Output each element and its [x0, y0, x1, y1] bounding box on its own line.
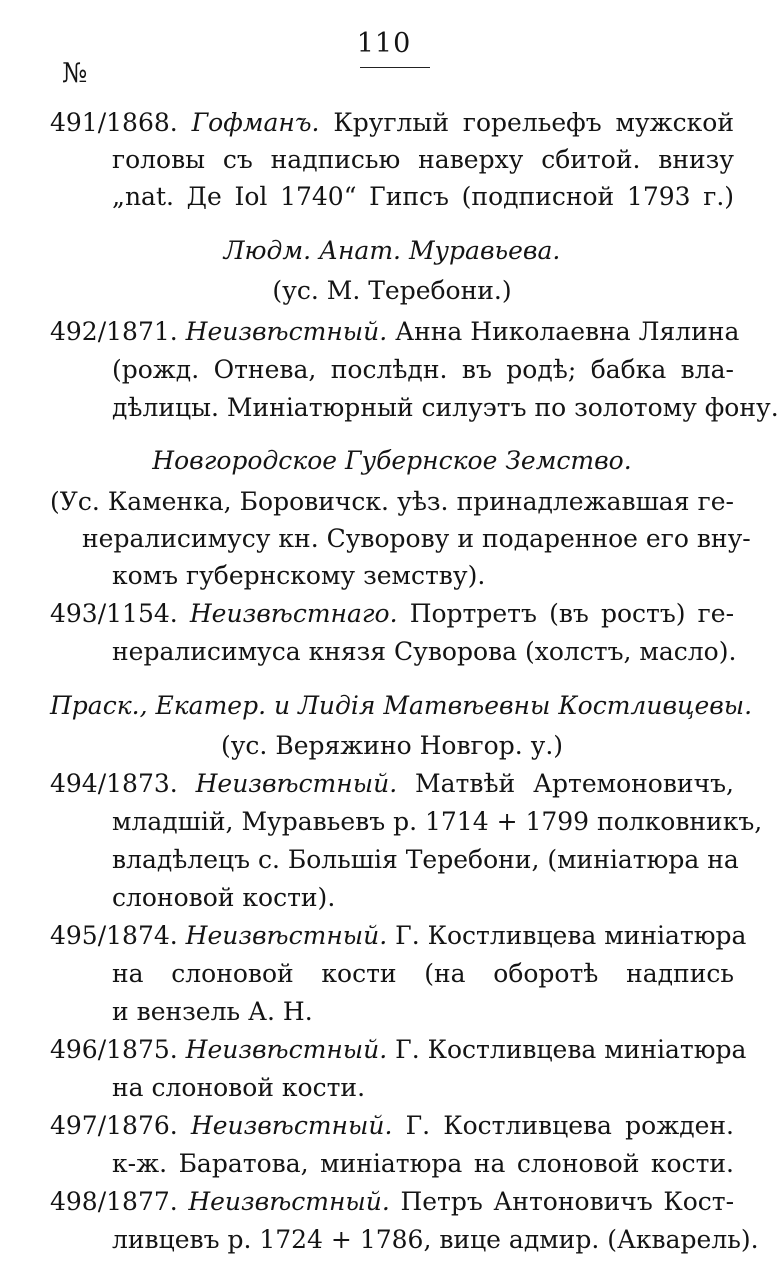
word: горельефъ	[462, 108, 602, 137]
word: +	[330, 1225, 352, 1254]
entry-number: 492/1871.	[50, 317, 178, 346]
word: бабка	[590, 355, 667, 384]
word: князя	[308, 637, 387, 666]
word: вензель	[136, 997, 241, 1026]
word: надпись	[626, 959, 734, 988]
word: кн.	[278, 524, 319, 553]
word: Веряжино	[275, 731, 412, 760]
artist-name: Неизвѣстный.	[188, 1187, 390, 1216]
text-line	[112, 178, 734, 216]
word: Антоновичъ	[493, 1187, 653, 1216]
word: земству).	[363, 561, 486, 590]
text-line	[50, 727, 734, 765]
word: р.	[393, 807, 418, 836]
section-heading	[50, 442, 734, 480]
word: Лидія	[298, 691, 376, 720]
text-line	[82, 520, 751, 558]
word: по	[534, 393, 567, 422]
artist-name: Неизвѣстнаго.	[189, 599, 398, 628]
word: +	[496, 807, 518, 836]
word: вла-	[680, 355, 734, 384]
section-heading	[50, 687, 753, 725]
text-line	[112, 803, 763, 841]
text-line	[50, 1183, 734, 1221]
word: губернскому	[185, 561, 356, 590]
page-number-rule	[360, 67, 430, 68]
word: к-ж.	[112, 1149, 168, 1178]
word: съ	[222, 145, 253, 174]
word: Муравьевъ	[241, 807, 386, 836]
text-line	[50, 1031, 747, 1069]
word: младшій,	[112, 807, 234, 836]
word: с.	[257, 845, 280, 874]
word: на	[112, 1073, 144, 1102]
word: (на	[424, 959, 466, 988]
word: Муравьева.	[408, 236, 561, 265]
word: Н.	[282, 997, 313, 1026]
word: Суворову	[326, 524, 450, 553]
word: 1724	[259, 1225, 323, 1254]
word: оборотѣ	[493, 959, 599, 988]
section-heading	[50, 232, 734, 270]
word: на	[707, 845, 739, 874]
word: нералисимусу	[82, 524, 271, 553]
word: мужской	[615, 108, 734, 137]
word: ге-	[697, 487, 734, 516]
word: Людм.	[223, 236, 312, 265]
text-line	[50, 765, 734, 803]
word: уѣз.	[397, 487, 449, 516]
word: наверху	[418, 145, 524, 174]
word: Баратова,	[178, 1149, 309, 1178]
word: на	[473, 1149, 506, 1178]
text-line	[112, 841, 739, 879]
word: Земство.	[505, 446, 632, 475]
word: Анат.	[319, 236, 401, 265]
text-line	[50, 313, 740, 351]
word: адмир.	[508, 1225, 600, 1254]
word: 1799	[525, 807, 590, 836]
word: Де	[186, 182, 222, 211]
word: послѣдн.	[330, 355, 448, 384]
text-line	[50, 917, 747, 955]
word: „nat.	[112, 182, 174, 211]
word: и	[112, 997, 129, 1026]
artist-name: Неизвѣстный.	[195, 769, 398, 798]
word: надписью	[270, 145, 401, 174]
word: Губернское	[345, 446, 498, 475]
word: принадлежавшая	[456, 487, 690, 516]
word: дѣлицы.	[112, 393, 219, 422]
word: ростъ)	[600, 599, 686, 628]
word: вну-	[696, 524, 751, 553]
word: (Ус.	[50, 487, 100, 516]
word: головы	[112, 145, 206, 174]
word: комъ	[112, 561, 179, 590]
word: (миніатюра	[547, 845, 700, 874]
word: Круглый	[333, 108, 449, 137]
word: Костливцева	[427, 1035, 597, 1064]
word: (въ	[549, 599, 589, 628]
text-line	[50, 483, 734, 521]
word: Праск.,	[50, 691, 148, 720]
word: кости.	[281, 1073, 366, 1102]
word: 1786,	[359, 1225, 432, 1254]
word: внизу	[658, 145, 735, 174]
word: въ	[461, 355, 492, 384]
word: Г.	[405, 1111, 431, 1140]
word: золотому	[574, 393, 697, 422]
word: Матвѣй	[415, 769, 516, 798]
number-sign: №	[62, 58, 88, 89]
word: Теребони,	[405, 845, 540, 874]
word: вице	[439, 1225, 501, 1254]
word: ливцевъ	[112, 1225, 220, 1254]
word: полковникъ,	[597, 807, 763, 836]
word: масло).	[639, 637, 737, 666]
word: Костливцева	[427, 921, 597, 950]
text-line	[112, 141, 734, 179]
word: г.)	[703, 182, 735, 211]
word: кости).	[242, 883, 336, 912]
word: Матвѣевны	[383, 691, 551, 720]
word: (подписной	[461, 182, 615, 211]
word: кости	[321, 959, 397, 988]
word: Теребони.)	[368, 276, 512, 305]
word: А.	[248, 997, 275, 1026]
artist-name: Неизвѣстный.	[185, 317, 388, 346]
word: Миніатюрный	[226, 393, 414, 422]
word: 1714	[424, 807, 489, 836]
word: р.	[227, 1225, 252, 1254]
word: 1740“	[280, 182, 357, 211]
word: Iol	[234, 182, 268, 211]
text-line	[50, 1107, 734, 1145]
artist-name: Неизвѣстный.	[185, 1035, 388, 1064]
text-line	[112, 993, 734, 1031]
entry-number: 494/1873.	[50, 769, 178, 798]
text-line	[112, 955, 734, 993]
word: его	[645, 524, 689, 553]
word: Отнева,	[213, 355, 317, 384]
entry-number: 495/1874.	[50, 921, 178, 950]
text-line	[50, 272, 734, 310]
word: сбитой.	[541, 145, 641, 174]
word: Боровичск.	[239, 487, 389, 516]
word: рожден.	[625, 1111, 734, 1140]
artist-name: Неизвѣстный.	[190, 1111, 393, 1140]
word: миніатюра	[604, 921, 747, 950]
word: родѣ;	[506, 355, 577, 384]
text-line	[112, 633, 737, 671]
word: кости.	[650, 1149, 735, 1178]
word: Костливцевы.	[558, 691, 753, 720]
artist-name: Неизвѣстный.	[185, 921, 388, 950]
word: Костливцева	[443, 1111, 612, 1140]
word: владѣлецъ	[112, 845, 250, 874]
artist-name: Гофманъ.	[191, 108, 320, 137]
word: и	[457, 524, 475, 553]
text-line	[112, 389, 779, 427]
word: Гипсъ	[369, 182, 449, 211]
word: Портретъ	[409, 599, 537, 628]
word: подаренное	[481, 524, 638, 553]
word: слоновой	[112, 883, 235, 912]
text-line	[112, 1069, 734, 1107]
page-number: 110	[356, 28, 412, 59]
word: Лялина	[638, 317, 740, 346]
word: Г.	[395, 1035, 420, 1064]
word: Г.	[395, 921, 420, 950]
word: Большія	[287, 845, 398, 874]
word: Новгородское	[152, 446, 338, 475]
word: (Акварель).	[607, 1225, 759, 1254]
text-line	[112, 351, 734, 389]
word: слоновой	[151, 1073, 274, 1102]
word: миніатюра	[320, 1149, 463, 1178]
word: нералисимуса	[112, 637, 301, 666]
word: миніатюра	[604, 1035, 747, 1064]
word: Артемоновичъ,	[533, 769, 734, 798]
word: Анна	[395, 317, 463, 346]
word: Петръ	[400, 1187, 483, 1216]
word: Суворова	[394, 637, 518, 666]
entry-number: 491/1868.	[50, 108, 178, 137]
word: М.	[326, 276, 361, 305]
word: 1793	[626, 182, 691, 211]
word: фону.	[704, 393, 779, 422]
word: и	[274, 691, 291, 720]
word: Кост-	[663, 1187, 735, 1216]
text-line	[112, 1221, 759, 1259]
word: (рожд.	[112, 355, 200, 384]
text-line	[50, 104, 734, 142]
entry-number: 496/1875.	[50, 1035, 178, 1064]
word: у.)	[530, 731, 564, 760]
word: (холстъ,	[524, 637, 632, 666]
word: Екатер.	[155, 691, 267, 720]
word: на	[112, 959, 144, 988]
word: слоновой	[516, 1149, 640, 1178]
word: слоновой	[171, 959, 294, 988]
word: Николаевна	[470, 317, 631, 346]
word: (ус.	[220, 731, 268, 760]
word: ге-	[697, 599, 735, 628]
text-line	[112, 1145, 734, 1183]
entry-number: 493/1154.	[50, 599, 178, 628]
word: Новгор.	[419, 731, 523, 760]
word: Каменка,	[107, 487, 232, 516]
word: (ус.	[272, 276, 319, 305]
entry-number: 498/1877.	[50, 1187, 178, 1216]
text-line	[112, 879, 734, 917]
text-line	[50, 595, 734, 633]
entry-number: 497/1876.	[50, 1111, 178, 1140]
word: силуэтъ	[421, 393, 527, 422]
text-line	[112, 557, 734, 595]
